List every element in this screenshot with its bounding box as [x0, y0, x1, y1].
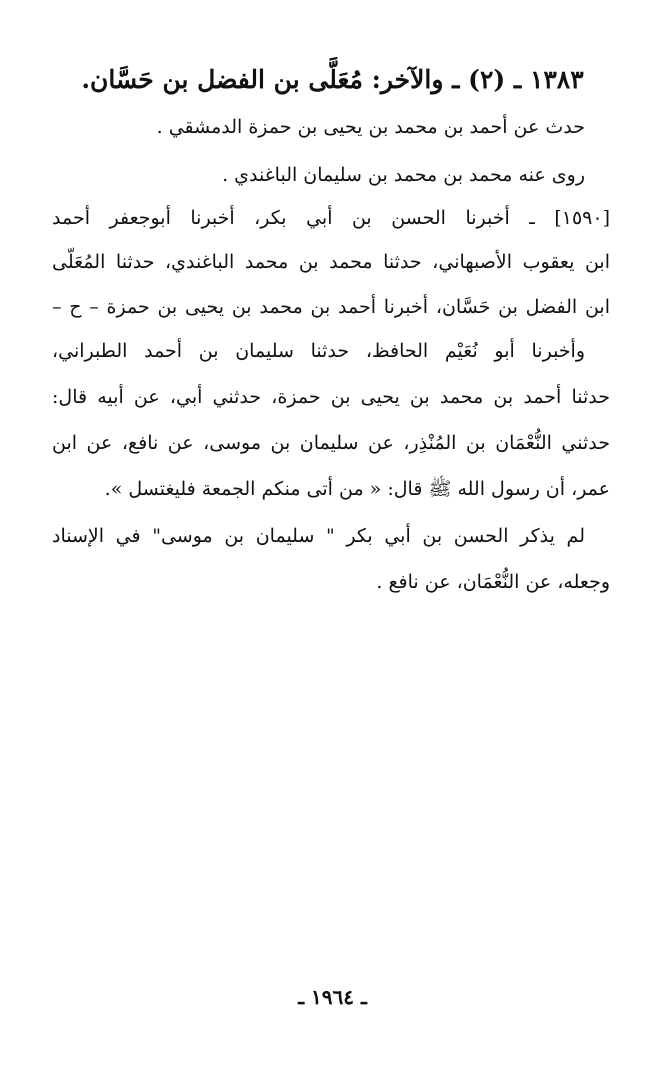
text-line-2: روى عنه محمد بن محمد بن سليمان الباغندي . [222, 164, 585, 186]
text-line-9: عمر، أن رسول الله ﷺ قال: « من أتى منكم الجمعة فليغتسل ». [104, 478, 610, 500]
page-number: ـ ١٩٦٤ ـ [298, 985, 367, 1009]
text-line-1: حدث عن أحمد بن محمد بن يحيى بن حمزة الدمشقي . [156, 116, 585, 138]
text-line-11: وجعله، عن النُّعْمَان، عن نافع . [376, 571, 610, 593]
text-line-8: حدثني النُّعْمَان بن المُنْذِر، عن سليمان بن موسى، عن نافع، عن ابن [52, 432, 610, 454]
entry-heading: ١٣٨٣ ـ (٢) ـ والآخر: مُعَلَّى بن الفضل بن حَسَّان. [81, 65, 584, 94]
text-line-6: وأخبرنا أبو نُعَيْم الحافظ، حدثنا سليمان بن أحمد الطبراني، [52, 340, 585, 362]
text-line-5: ابن الفضل بن حَسَّان، أخبرنا أحمد بن محمد بن يحيى بن حمزة – ح – [52, 296, 610, 318]
text-line-4: ابن يعقوب الأصبهاني، حدثنا محمد بن محمد الباغندي، حدثنا المُعَلَّى [52, 251, 610, 273]
text-line-3: [١٥٩٠] ـ أخبرنا الحسن بن أبي بكر، أخبرنا أبوجعفر أحمد [52, 207, 610, 229]
text-line-10: لم يذكر الحسن بن أبي بكر " سليمان بن موسى" في الإسناد [52, 525, 585, 547]
text-line-7: حدثنا أحمد بن محمد بن يحيى بن حمزة، حدثني أبي، عن أبيه قال: [52, 386, 610, 408]
